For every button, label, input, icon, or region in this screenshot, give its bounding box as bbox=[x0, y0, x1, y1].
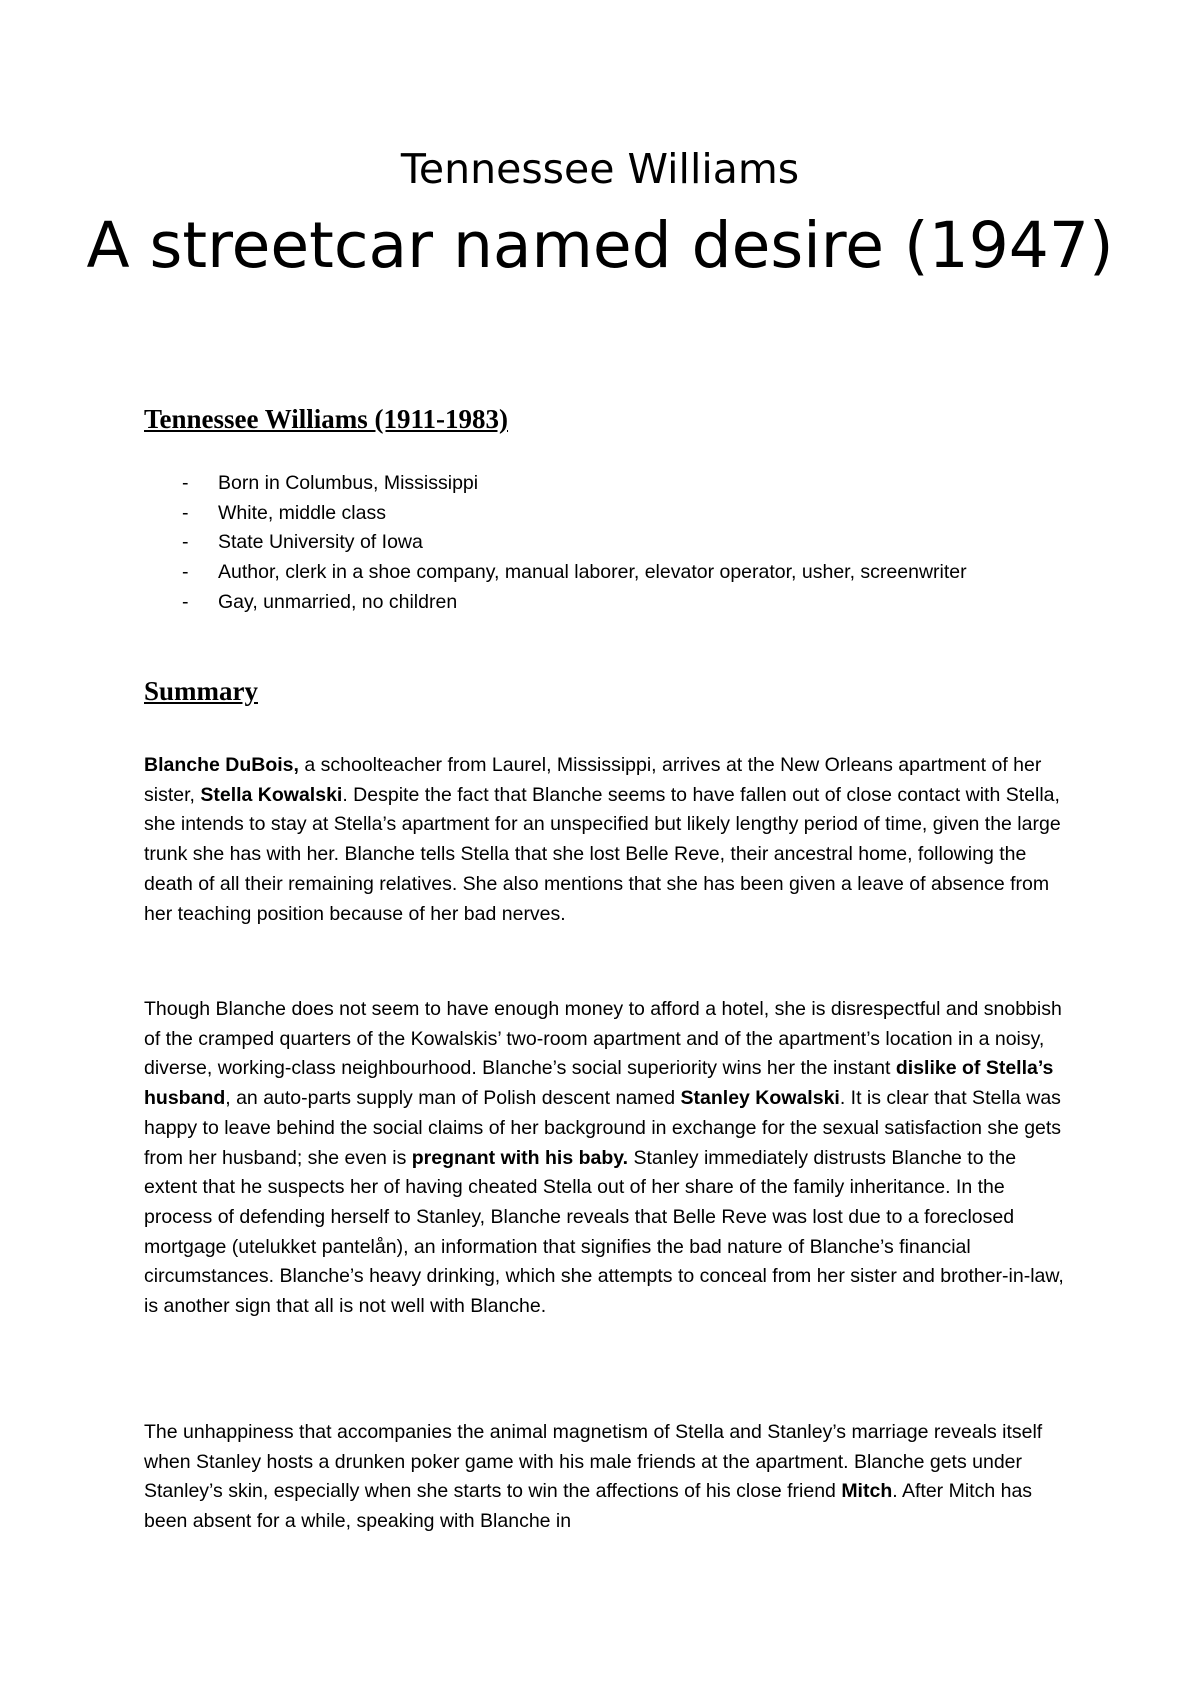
list-item bbox=[144, 528, 1064, 558]
paragraph-text: Though Blanche does not seem to have enough money to afford a hotel, she is disrespectful and snobbish of the cramped quarters of the Kowalskis’ two-room apartment and of the apartment’s location in a noisy, diverse, working-class neighbourhood. Blanche’s social superiority wins her the instant bbox=[144, 998, 1062, 1080]
summary-paragraph-2 bbox=[144, 995, 1064, 1322]
paragraph-text: . Despite the fact that Blanche seems to have fallen out of close contact with Stella, she intends to stay at Stella’s apartment for an unspecified but likely lengthy period of time, given the large trunk she has with her. Blanche tells Stella that she lost Belle Reve, their ancestral home, following the death of all their remaining relatives. She also mentions that she has been given a leave of absence from her teaching position because of her bad nerves. bbox=[144, 783, 1061, 925]
paragraph-text: The unhappiness that accompanies the animal magnetism of Stella and Stanley’s marriage reveals itself when Stanley hosts a drunken poker game with his male friends at the apartment. Blanche gets under Stanley’s skin, especially when she starts to win the affections of his close friend bbox=[144, 1421, 1043, 1503]
bold-phrase: dislike of Stella’s husband bbox=[144, 1057, 1054, 1110]
paragraph-text: . It is clear that Stella was happy to leave behind the social claims of her background in exchange for the sexual satisfaction she gets from her husband; she even is bbox=[144, 1087, 1062, 1169]
bullet-dash: - bbox=[182, 561, 189, 584]
biography-list bbox=[144, 469, 1064, 618]
list-item-text: State University of Iowa bbox=[218, 531, 423, 554]
list-item-text: White, middle class bbox=[218, 501, 386, 524]
paragraph-text: . After Mitch has been absent for a while, speaking with Blanche in bbox=[144, 1480, 1033, 1533]
list-item-text: Author, clerk in a shoe company, manual laborer, elevator operator, usher, screenwriter bbox=[218, 561, 967, 584]
bullet-dash: - bbox=[182, 531, 189, 554]
list-item bbox=[144, 588, 1064, 618]
list-item bbox=[144, 499, 1064, 529]
bold-phrase: Stella Kowalski bbox=[200, 783, 343, 806]
list-item bbox=[144, 469, 1064, 499]
paragraph-text: Stanley immediately distrusts Blanche to the extent that he suspects her of having cheated Stella out of her share of the family inheritance. In the process of defending herself to Stanley, Blanche reveals that Belle Reve was lost due to a foreclosed mortgage (utelukket pantelån), an information that signifies the bad nature of Blanche’s financial circumstances. Blanche’s heavy drinking, which she attempts to conceal from her sister and brother-in-law, is another sign that all is not well with Blanche. bbox=[144, 1146, 1064, 1318]
bold-phrase: Stanley Kowalski bbox=[680, 1087, 840, 1110]
bold-phrase: Mitch bbox=[841, 1480, 893, 1503]
author-title: Tennessee Williams bbox=[400, 145, 800, 193]
play-title: A streetcar named desire (1947) bbox=[86, 209, 1114, 282]
bullet-dash: - bbox=[182, 501, 189, 524]
bold-phrase: Blanche DuBois, bbox=[144, 754, 299, 776]
summary-paragraph-1 bbox=[144, 751, 1064, 929]
list-item bbox=[144, 558, 1064, 588]
summary-heading: Summary bbox=[144, 676, 258, 706]
paragraph-text: a schoolteacher from Laurel, Mississippi, arrives at the New Orleans apartment of her sister, bbox=[144, 754, 1042, 806]
bold-phrase: pregnant with his baby. bbox=[411, 1146, 629, 1169]
biography-heading: Tennessee Williams (1911-1983) bbox=[144, 404, 509, 434]
list-item-text: Gay, unmarried, no children bbox=[218, 590, 458, 613]
summary-paragraph-3 bbox=[144, 1418, 1064, 1537]
bullet-dash: - bbox=[182, 472, 189, 494]
paragraph-text: , an auto-parts supply man of Polish descent named bbox=[225, 1087, 681, 1110]
bullet-dash: - bbox=[182, 590, 189, 613]
list-item-text: Born in Columbus, Mississippi bbox=[218, 472, 479, 494]
